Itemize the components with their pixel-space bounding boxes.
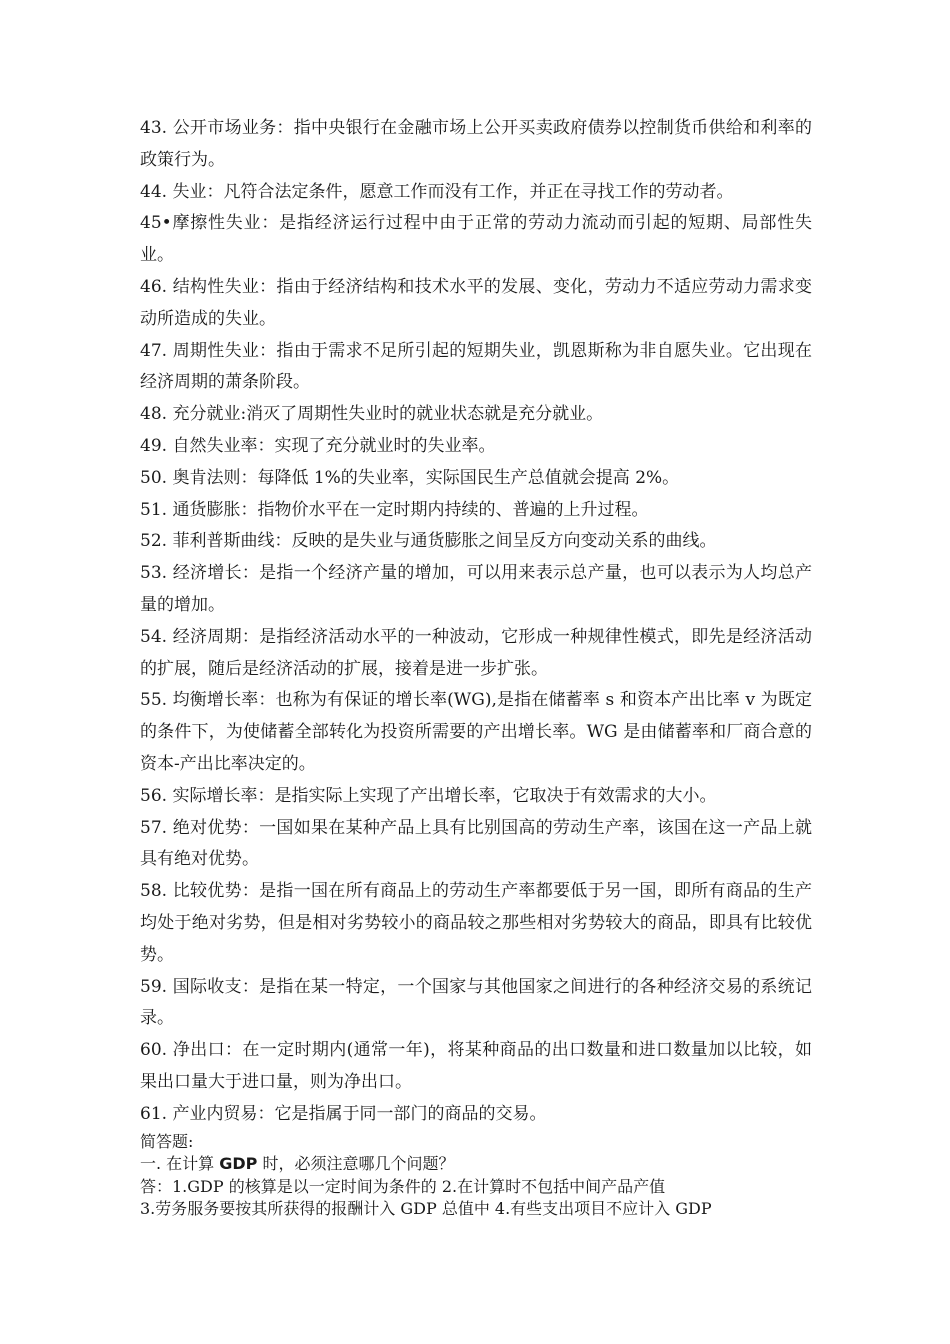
definition-59: 59. 国际收支：是指在某一特定，一个国家与其他国家之间进行的各种经济交易的系统记录。 (140, 976, 812, 1029)
definition-60: 60. 净出口：在一定时期内(通常一年)，将某种商品的出口数量和进口数量加以比较，如果出口量大于进口量，则为净出口。 (140, 1040, 812, 1092)
question-term: GDP (219, 1154, 258, 1173)
definition-56: 56. 实际增长率：是指实际上实现了产出增长率，它取决于有效需求的大小。 (140, 785, 717, 806)
definition-58: 58. 比较优势：是指一国在所有商品上的劳动生产率都要低于另一国，即所有商品的生产均处于绝对劣势，但是相对劣势较小的商品较之那些相对劣势较大的商品，即具有比较优势。 (140, 881, 812, 965)
definition-44: 44. 失业：凡符合法定条件，愿意工作而没有工作，并正在寻找工作的劳动者。 (140, 181, 734, 202)
definition-49: 49. 自然失业率：实现了充分就业时的失业率。 (140, 435, 496, 456)
definition-55: 55. 均衡增长率：也称为有保证的增长率(WG),是指在储蓄率 s 和资本产出比率 v 为既定的条件下，为使储蓄全部转化为投资所需要的产出增长率。WG 是由储蓄率和厂商合意的资本-产出比率决定的。 (140, 690, 812, 774)
definition-47: 47. 周期性失业：指由于需求不足所引起的短期失业，凯恩斯称为非自愿失业。它出现在经济周期的萧条阶段。 (140, 340, 812, 393)
question-1 (140, 1153, 812, 1176)
document-page (140, 113, 812, 1221)
definition-57: 57. 绝对优势：一国如果在某种产品上具有比别国高的劳动生产率，该国在这一产品上就具有绝对优势。 (140, 817, 812, 870)
definition-46: 46. 结构性失业：指由于经济结构和技术水平的发展、变化，劳动力不适应劳动力需求变动所造成的失业。 (140, 276, 812, 329)
definition-52: 52. 菲利普斯曲线：反映的是失业与通货膨胀之间呈反方向变动关系的曲线。 (140, 531, 717, 552)
definition-50: 50. 奥肯法则：每降低 1%的失业率，实际国民生产总值就会提高 2%。 (140, 467, 680, 488)
definition-43: 43. 公开市场业务：指中央银行在金融市场上公开买卖政府债券以控制货币供给和利率的政策行为。 (140, 118, 812, 170)
definition-51: 51. 通货膨胀：指物价水平在一定时期内持续的、普遍的上升过程。 (140, 499, 649, 520)
answer-line-2: 3.劳务服务要按其所获得的报酬计入 GDP 总值中 4.有些支出项目不应计入 GDP (140, 1199, 712, 1218)
definition-54: 54. 经济周期：是指经济活动水平的一种波动，它形成一种规律性模式，即先是经济活动的扩展，随后是经济活动的扩展，接着是进一步扩张。 (140, 626, 812, 679)
question-prefix: 一. 在计算 (140, 1154, 220, 1173)
question-suffix: 时，必须注意哪几个问题？ (257, 1154, 455, 1173)
section-heading: 简答题: (140, 1131, 194, 1151)
definition-61: 61. 产业内贸易：它是指属于同一部门的商品的交易。 (140, 1103, 547, 1124)
answer-line-1: 答：1.GDP 的核算是以一定时间为条件的 2.在计算时不包括中间产品产值 (140, 1176, 666, 1196)
definition-53: 53. 经济增长：是指一个经济产量的增加，可以用来表示总产量，也可以表示为人均总产量的增加。 (140, 563, 812, 615)
definition-48: 48. 充分就业:消灭了周期性失业时的就业状态就是充分就业。 (140, 404, 604, 425)
definition-45: 45•摩擦性失业：是指经济运行过程中由于正常的劳动力流动而引起的短期、局部性失业。 (140, 213, 812, 266)
